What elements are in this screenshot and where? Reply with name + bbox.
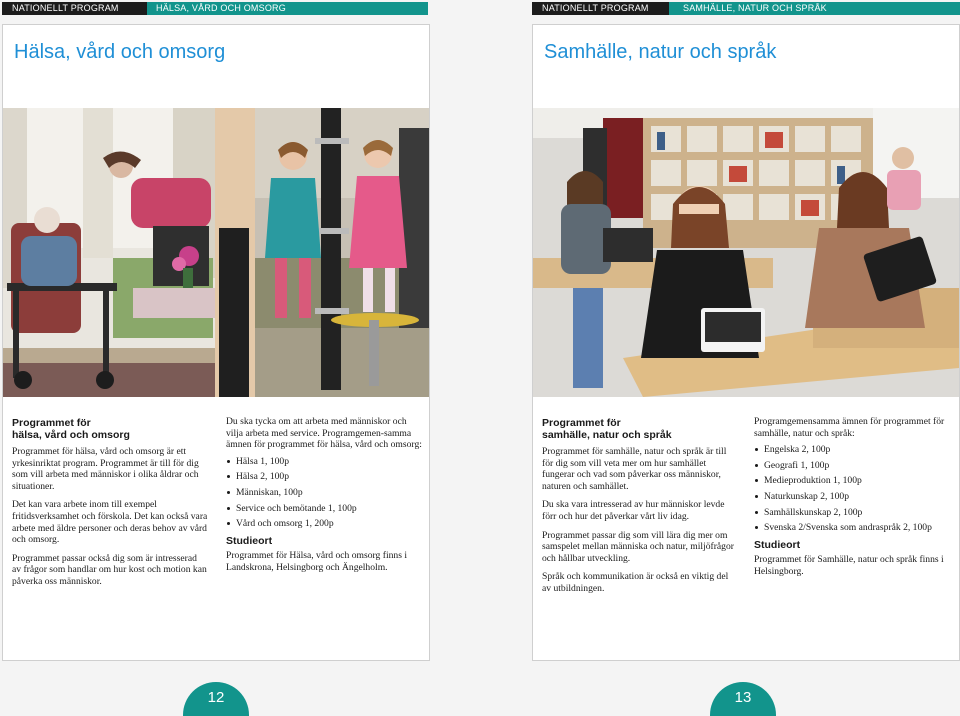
list-item: Människan, 100p bbox=[226, 487, 422, 499]
right-header-bar bbox=[532, 2, 960, 15]
right-page-title: Samhälle, natur och språk bbox=[544, 41, 777, 63]
left-col2-intro: Du ska tycka om att arbeta med människor och vilja arbeta med service. Programgemen-samma ämnen för programmet för hälsa, vård och omsorg: bbox=[226, 416, 422, 451]
left-header-bar bbox=[2, 2, 428, 15]
left-page-title: Hälsa, vård och omsorg bbox=[14, 41, 226, 63]
left-column-1 bbox=[12, 417, 208, 595]
list-item: Svenska 2/Svenska som andraspråk 2, 100p bbox=[754, 522, 954, 534]
right-heading-line1: Programmet för bbox=[542, 417, 621, 429]
left-studieort-text: Programmet för Hälsa, vård och omsorg finns i Landskrona, Helsingborg och Ängelholm. bbox=[226, 550, 408, 573]
right-header-national: NATIONELLT PROGRAM bbox=[532, 2, 669, 15]
list-item: Vård och omsorg 1, 200p bbox=[226, 518, 422, 530]
left-subject-list bbox=[226, 456, 422, 530]
left-heading-line1: Programmet för bbox=[12, 417, 91, 429]
right-paragraph-1: Programmet för samhälle, natur och språk är till för dig som vill veta mer om hur samhället fungerar och vad som påverkar oss människor, naturen och samhället. bbox=[542, 446, 727, 492]
left-heading-line2: hälsa, vård och omsorg bbox=[12, 429, 130, 441]
right-paragraph-2: Du ska vara intresserad av hur människor levde förr och hur det påverkar vårt liv idag. bbox=[542, 499, 725, 522]
left-page-card bbox=[2, 24, 430, 661]
list-item: Engelska 2, 100p bbox=[754, 444, 954, 456]
left-paragraph-3: Programmet passar också dig som är intresserad av frågor som handlar om hur kost och motion kan påverka oss människor. bbox=[12, 552, 207, 587]
right-paragraph-4: Språk och kommunikation är också en viktig del av utbildningen. bbox=[542, 571, 729, 594]
right-page-card bbox=[532, 24, 960, 661]
right-column-1 bbox=[542, 417, 738, 602]
right-page-number: 13 bbox=[710, 682, 776, 716]
list-item: Hälsa 1, 100p bbox=[226, 456, 422, 468]
right-heading-line2: samhälle, natur och språk bbox=[542, 429, 672, 441]
left-photo-care-and-children bbox=[3, 108, 429, 397]
left-page bbox=[0, 0, 430, 716]
list-item: Naturkunskap 2, 100p bbox=[754, 491, 954, 503]
list-item: Hälsa 2, 100p bbox=[226, 471, 422, 483]
list-item: Geografi 1, 100p bbox=[754, 460, 954, 472]
list-item: Samhällskunskap 2, 100p bbox=[754, 507, 954, 519]
right-subject-list bbox=[754, 444, 954, 534]
right-header-program: SAMHÄLLE, NATUR OCH SPRÅK bbox=[669, 2, 960, 15]
right-page bbox=[530, 0, 960, 716]
right-section-heading bbox=[542, 417, 738, 441]
list-item: Medieproduktion 1, 100p bbox=[754, 475, 954, 487]
right-paragraph-3: Programmet passar dig som vill lära dig mer om samspelet mellan människa och natur, miljöfrågor och hållbar utveckling. bbox=[542, 529, 734, 564]
left-section-heading bbox=[12, 417, 208, 441]
left-column-2 bbox=[226, 416, 422, 581]
left-header-national: NATIONELLT PROGRAM bbox=[2, 2, 147, 15]
left-paragraph-2: Det kan vara arbete inom till exempel fritidsverksamhet och förskola. Det kan också vara arbete med äldre personer och deras behov av vård och omsorg. bbox=[12, 499, 208, 546]
right-column-2 bbox=[754, 416, 954, 585]
left-studieort-heading: Studieort bbox=[226, 534, 273, 547]
right-col2-intro: Programgemensamma ämnen för programmet för samhälle, natur och språk: bbox=[754, 416, 945, 439]
left-page-number: 12 bbox=[183, 682, 249, 716]
right-studieort-heading: Studieort bbox=[754, 538, 801, 551]
list-item: Service och bemötande 1, 100p bbox=[226, 503, 422, 515]
left-paragraph-1: Programmet för hälsa, vård och omsorg är ett yrkesinriktat program. Programmet är till för dig som vill arbeta med människor i olika åldrar och situationer. bbox=[12, 446, 199, 492]
right-photo-classroom bbox=[533, 108, 959, 397]
left-header-program: HÄLSA, VÅRD OCH OMSORG bbox=[147, 2, 428, 15]
right-studieort-text: Programmet för Samhälle, natur och språk finns i Helsingborg. bbox=[754, 554, 944, 577]
